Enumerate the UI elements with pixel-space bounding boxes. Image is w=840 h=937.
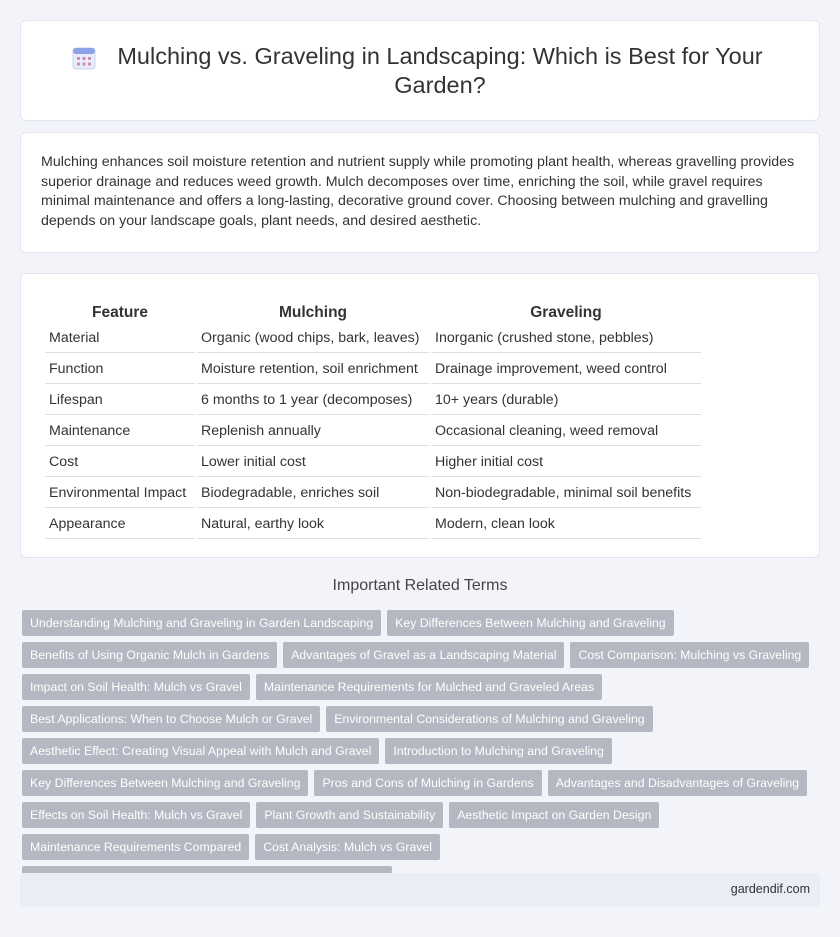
table-row xyxy=(45,448,701,477)
related-term-link[interactable]: Key Differences Between Mulching and Graveling xyxy=(387,610,673,636)
related-term-link[interactable]: Maintenance Requirements for Mulched and Graveled Areas xyxy=(256,674,602,700)
table-cell: Modern, clean look xyxy=(431,510,701,539)
related-term-link[interactable]: Effects on Soil Health: Mulch vs Gravel xyxy=(22,802,250,828)
comparison-table xyxy=(43,294,703,541)
table-row xyxy=(45,479,701,508)
related-term-link[interactable]: Cost Analysis: Mulch vs Gravel xyxy=(255,834,440,860)
footer xyxy=(20,873,820,906)
table-cell: Cost xyxy=(45,448,195,477)
header-mulching: Mulching xyxy=(278,304,348,321)
table-cell: Natural, earthy look xyxy=(197,510,429,539)
table-cell: Environmental Impact xyxy=(45,479,195,508)
table-cell: Occasional cleaning, weed removal xyxy=(431,417,701,446)
related-term-link[interactable]: Impact on Soil Health: Mulch vs Gravel xyxy=(22,674,250,700)
related-terms-title: Important Related Terms xyxy=(332,577,508,594)
footer-site-link[interactable]: gardendif.com xyxy=(730,882,810,896)
header-graveling: Graveling xyxy=(530,304,602,321)
table-cell: Replenish annually xyxy=(197,417,429,446)
table-row xyxy=(45,386,701,415)
related-term-link[interactable]: Advantages of Gravel as a Landscaping Material xyxy=(283,642,564,668)
related-term-link[interactable]: Environmental Considerations of Mulching and Graveling xyxy=(326,706,652,732)
table-cell: Lifespan xyxy=(45,386,195,415)
related-term-link[interactable]: Benefits of Using Organic Mulch in Gardens xyxy=(22,642,277,668)
table-cell: Biodegradable, enriches soil xyxy=(197,479,429,508)
related-term-link[interactable]: Aesthetic Effect: Creating Visual Appeal with Mulch and Gravel xyxy=(22,738,379,764)
related-term-link[interactable]: Key Differences Between Mulching and Graveling xyxy=(22,770,308,796)
related-terms-list xyxy=(22,610,812,892)
related-term-link[interactable]: Best Applications: When to Choose Mulch or Gravel xyxy=(22,706,320,732)
header-card xyxy=(20,20,820,121)
page-title: Mulching vs. Graveling in Landscaping: Which is Best for Your Garden? xyxy=(117,42,763,98)
table-cell: Drainage improvement, weed control xyxy=(431,355,701,384)
table-cell: Function xyxy=(45,355,195,384)
table-cell: Inorganic (crushed stone, pebbles) xyxy=(431,324,701,353)
header-feature: Feature xyxy=(92,304,148,321)
related-term-link[interactable]: Cost Comparison: Mulching vs Graveling xyxy=(570,642,809,668)
table-cell: 6 months to 1 year (decomposes) xyxy=(197,386,429,415)
table-row xyxy=(45,417,701,446)
table-cell: 10+ years (durable) xyxy=(431,386,701,415)
related-term-link[interactable]: Pros and Cons of Mulching in Gardens xyxy=(314,770,541,796)
table-cell: Appearance xyxy=(45,510,195,539)
table-cell: Maintenance xyxy=(45,417,195,446)
comparison-card xyxy=(20,273,820,558)
table-row xyxy=(45,510,701,539)
intro-card xyxy=(20,132,820,253)
table-cell: Moisture retention, soil enrichment xyxy=(197,355,429,384)
table-cell: Organic (wood chips, bark, leaves) xyxy=(197,324,429,353)
related-term-link[interactable]: Understanding Mulching and Graveling in Garden Landscaping xyxy=(22,610,381,636)
table-row xyxy=(45,324,701,353)
related-term-link[interactable]: Maintenance Requirements Compared xyxy=(22,834,249,860)
intro-text: Mulching enhances soil moisture retention and nutrient supply while promoting plant health, whereas gravelling provides superior drainage and reduces weed growth. Mulch decomposes over time, enriching the soil, while gravel requires minimal maintenance and offers a long-lasting, decorative ground cover. Choosing between mulching and gravelling depends on your landscape goals, plant needs, and desired aesthetic. xyxy=(41,154,795,229)
table-row xyxy=(45,355,701,384)
table-cell: Material xyxy=(45,324,195,353)
related-term-link[interactable]: Aesthetic Impact on Garden Design xyxy=(449,802,659,828)
table-cell: Non-biodegradable, minimal soil benefits xyxy=(431,479,701,508)
related-term-link[interactable]: Introduction to Mulching and Graveling xyxy=(385,738,612,764)
related-term-link[interactable]: Advantages and Disadvantages of Graveling xyxy=(548,770,807,796)
table-cell: Lower initial cost xyxy=(197,448,429,477)
related-term-link[interactable]: Plant Growth and Sustainability xyxy=(256,802,443,828)
table-header-row xyxy=(45,296,701,322)
table-cell: Higher initial cost xyxy=(431,448,701,477)
